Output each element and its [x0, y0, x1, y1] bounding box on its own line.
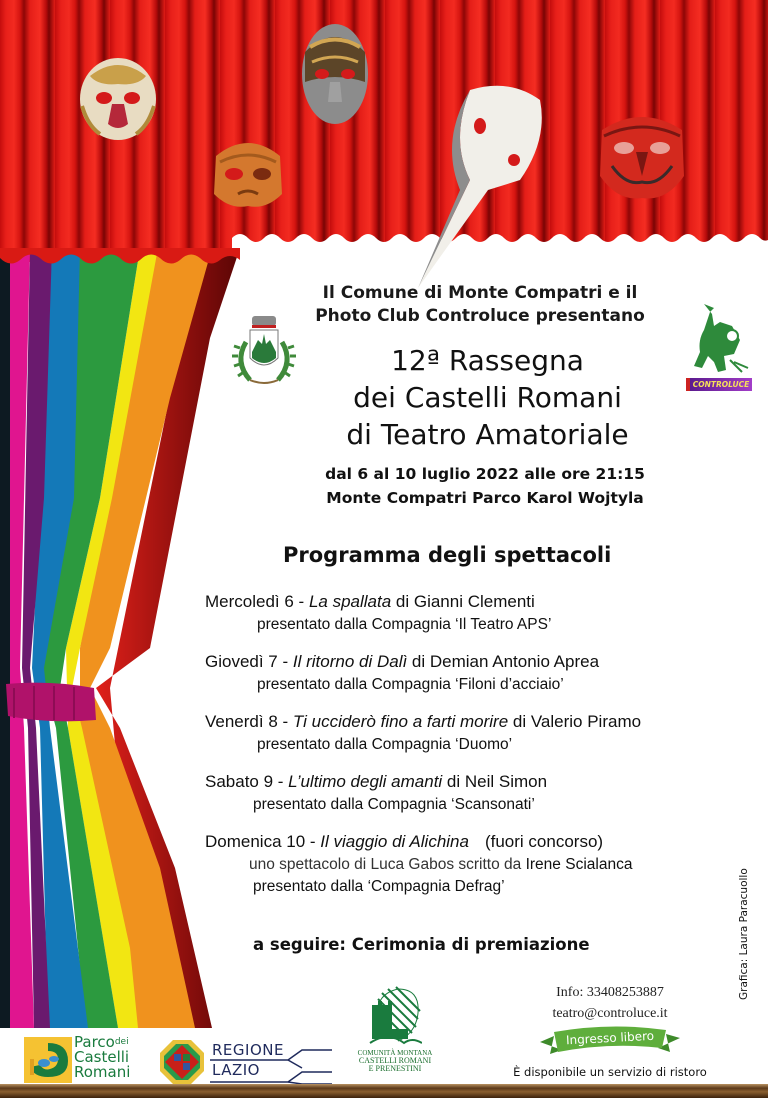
curtain-tieback	[4, 680, 96, 726]
photographer-silhouette-icon	[684, 300, 754, 376]
venetian-mask-gold-icon	[78, 56, 158, 142]
parco-castelli-romani-logo	[24, 1035, 144, 1085]
parco-dei: dei	[114, 1037, 129, 1047]
show-author: di Neil Simon	[442, 772, 548, 791]
plague-doctor-mask-icon	[410, 80, 545, 290]
program-item	[205, 650, 705, 696]
free-entry-label: Ingresso libero	[565, 1028, 655, 1048]
graphic-credit: Grafica: Laura Paracuollo	[738, 868, 750, 1000]
commedia-mask-red-icon	[596, 106, 688, 202]
commedia-mask-orange-icon	[210, 134, 286, 212]
show-company: presentato dalla Compagnia ‘Scansonati’	[253, 796, 535, 813]
info-phone: Info: 33408253887	[556, 985, 664, 1000]
parco-line-3: Romani	[74, 1063, 131, 1081]
event-day: Domenica 10 -	[205, 832, 321, 851]
comunita-line-2: CASTELLI ROMANI	[358, 1056, 432, 1065]
regione-lazio-logo	[160, 1038, 335, 1086]
date-line: dal 6 al 10 luglio 2022 alle ore 21:15	[325, 465, 645, 483]
program-heading: Programma degli spettacoli	[283, 543, 612, 567]
show-company: presentato dalla ‘Compagnia Defrag’	[253, 878, 505, 895]
show-title: Ti ucciderò fino a farti morire	[292, 712, 509, 731]
comunita-tower-icon	[368, 985, 422, 1047]
lazio-emblem-icon	[160, 1040, 204, 1084]
show-title: Il viaggio di Alichina	[320, 832, 469, 851]
show-title: Il ritorno di Dalì	[292, 652, 408, 671]
stage-floor-bar	[0, 1084, 768, 1098]
show-author: di Gianni Clementi	[391, 592, 535, 611]
show-title: L’ultimo degli amanti	[288, 772, 443, 791]
parco-line-1: Parco	[74, 1033, 115, 1051]
show-author: di Valerio Piramo	[508, 712, 642, 731]
event-day: Mercoledì 6 -	[205, 592, 309, 611]
show-company: presentato dalla Compagnia ‘Il Teatro APS’	[257, 616, 552, 633]
program-list	[205, 590, 705, 912]
show-credits-text: uno spettacolo di Luca Gabos scritto da	[249, 856, 526, 873]
lazio-lines-icon	[210, 1038, 335, 1086]
regione-line-1: REGIONE	[212, 1041, 284, 1059]
show-company: presentato dalla Compagnia ‘Filoni d’acciaio’	[257, 676, 564, 693]
comunita-line-3: E PRENESTINI	[368, 1064, 422, 1073]
regione-line-2: LAZIO	[212, 1061, 260, 1079]
show-title: La spallata	[308, 592, 392, 611]
intro-line-1: Il Comune di Monte Compatri e il	[322, 283, 638, 303]
info-email[interactable]: teatro@controluce.it	[552, 1006, 668, 1021]
event-title	[290, 342, 685, 453]
event-day: Giovedì 7 -	[205, 652, 293, 671]
program-item	[205, 710, 705, 756]
parco-emblem-icon	[24, 1037, 72, 1083]
venetian-mask-ornate-icon	[300, 22, 370, 126]
free-entry-banner	[540, 1024, 680, 1060]
refreshments-note: È disponibile un servizio di ristoro	[513, 1065, 707, 1079]
event-dates-location	[280, 462, 690, 510]
event-day: Venerdì 8 -	[205, 712, 293, 731]
program-item	[205, 830, 705, 898]
program-item	[205, 590, 705, 636]
title-line-3: di Teatro Amatoriale	[346, 418, 629, 451]
show-credits	[205, 854, 705, 876]
show-note: (fuori concorso)	[484, 832, 604, 851]
event-day: Sabato 9 -	[205, 772, 289, 791]
intro-line-2: Photo Club Controluce presentano	[315, 306, 645, 326]
contact-info	[510, 982, 710, 1024]
comunita-line-1: COMUNITÀ MONTANA	[357, 1049, 433, 1057]
controluce-label: CONTROLUCE	[686, 378, 752, 391]
show-writer: Irene Scialanca	[525, 856, 633, 873]
location-line: Monte Compatri Parco Karol Wojtyla	[326, 489, 644, 507]
comunita-montana-logo	[350, 985, 440, 1080]
parco-line-2: Castelli	[74, 1048, 130, 1066]
presenters-intro	[280, 282, 680, 328]
show-author: di Demian Antonio Aprea	[407, 652, 600, 671]
award-ceremony-note: a seguire: Cerimonia di premiazione	[253, 935, 590, 954]
title-line-1: 12ª Rassegna	[391, 344, 584, 377]
program-item	[205, 770, 705, 816]
title-line-2: dei Castelli Romani	[353, 381, 622, 414]
show-company: presentato dalla Compagnia ‘Duomo’	[257, 736, 513, 753]
